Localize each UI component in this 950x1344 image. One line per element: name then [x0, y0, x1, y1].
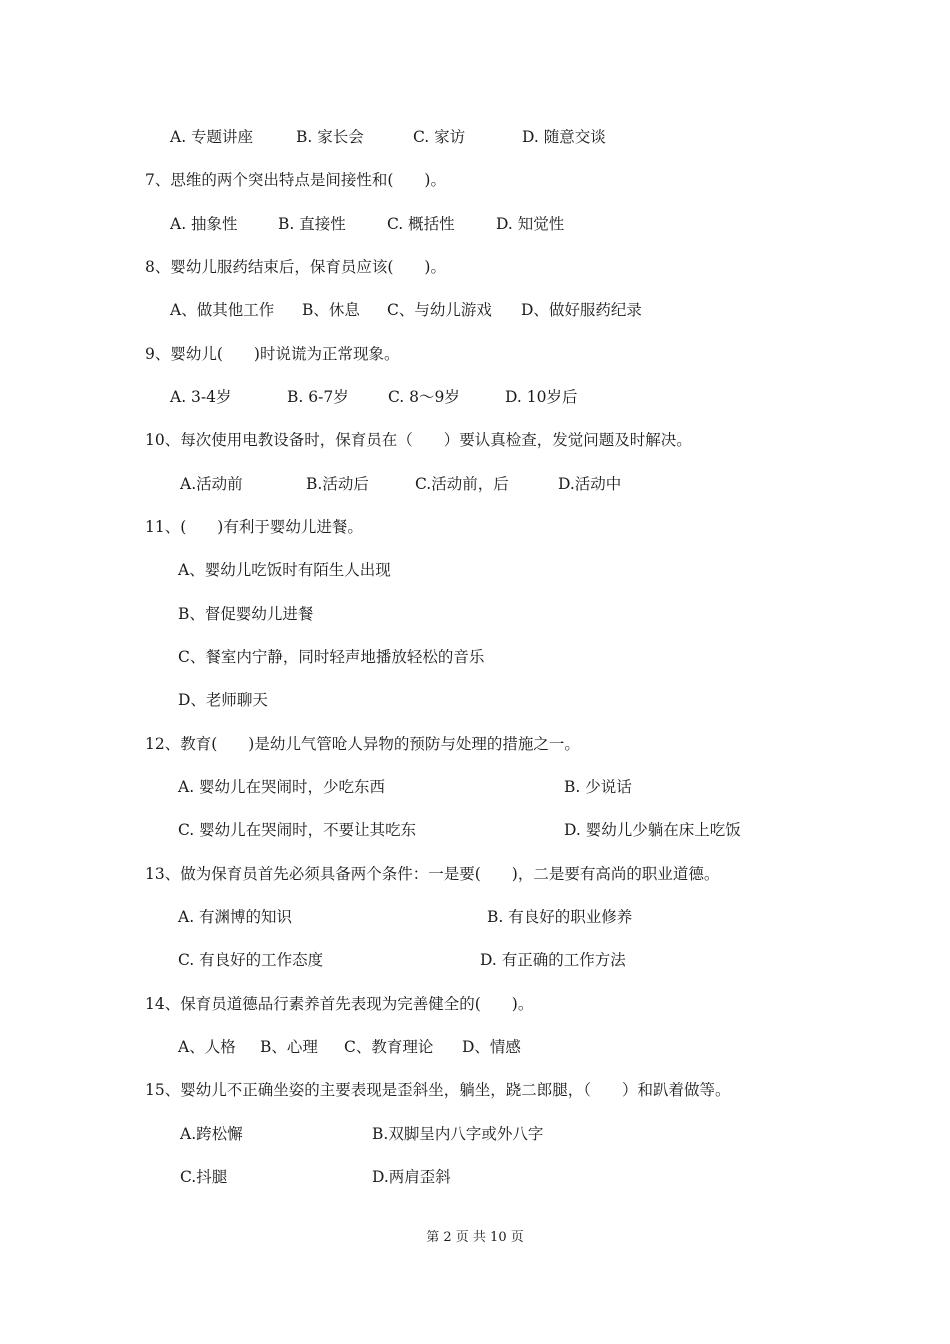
q11-stem: 11、( )有利于婴幼儿进餐。 — [145, 518, 363, 536]
q6-option-b: B. 家长会 — [296, 128, 364, 146]
q15-option-c: C.抖腿 — [180, 1168, 228, 1186]
q15-stem: 15、婴幼儿不正确坐姿的主要表现是歪斜坐，躺坐，跷二郎腿，（ ）和趴着做等。 — [145, 1081, 731, 1099]
q14-stem: 14、保育员道德品行素养首先表现为完善健全的( )。 — [145, 995, 534, 1013]
q11-option-c: C、餐室内宁静，同时轻声地播放轻松的音乐 — [178, 648, 485, 666]
q10-option-b: B.活动后 — [306, 475, 369, 493]
q7-option-a: A. 抽象性 — [170, 215, 238, 233]
q7-option-b: B. 直接性 — [278, 215, 346, 233]
q14-option-a: A、人格 — [178, 1038, 236, 1056]
q6-option-c: C. 家访 — [413, 128, 466, 146]
q10-option-c: C.活动前，后 — [415, 475, 509, 493]
q13-option-d: D. 有正确的工作方法 — [480, 951, 626, 969]
q14-option-d: D、情感 — [462, 1038, 521, 1056]
q9-stem: 9、婴幼儿( )时说谎为正常现象。 — [145, 345, 400, 363]
q8-option-a: A、做其他工作 — [170, 301, 275, 319]
q10-option-d: D.活动中 — [558, 475, 622, 493]
q10-stem: 10、每次使用电教设备时，保育员在（ ）要认真检查，发觉问题及时解决。 — [145, 431, 692, 449]
q8-option-d: D、做好服药纪录 — [521, 301, 642, 319]
q15-option-a: A.跨松懈 — [180, 1125, 243, 1143]
q11-option-a: A、婴幼儿吃饭时有陌生人出现 — [178, 561, 391, 579]
q14-option-b: B、心理 — [260, 1038, 318, 1056]
q14-option-c: C、教育理论 — [344, 1038, 434, 1056]
q12-option-a: A. 婴幼儿在哭闹时，少吃东西 — [178, 778, 386, 796]
q12-option-b: B. 少说话 — [564, 778, 632, 796]
q6-option-d: D. 随意交谈 — [522, 128, 606, 146]
q7-option-d: D. 知觉性 — [496, 215, 565, 233]
q11-option-d: D、老师聊天 — [178, 691, 268, 709]
q11-option-b: B、督促婴幼儿进餐 — [178, 605, 314, 623]
q13-option-c: C. 有良好的工作态度 — [178, 951, 324, 969]
q9-option-d: D. 10岁后 — [505, 388, 578, 406]
q12-option-c: C. 婴幼儿在哭闹时，不要让其吃东 — [178, 821, 417, 839]
q7-option-c: C. 概括性 — [387, 215, 455, 233]
q10-option-a: A.活动前 — [180, 475, 243, 493]
q9-option-a: A. 3-4岁 — [170, 388, 232, 406]
q13-option-b: B. 有良好的职业修养 — [487, 908, 633, 926]
q9-option-b: B. 6-7岁 — [287, 388, 349, 406]
q13-option-a: A. 有渊博的知识 — [178, 908, 293, 926]
page-number-footer: 第 2 页 共 10 页 — [426, 1230, 524, 1245]
q8-option-b: B、休息 — [302, 301, 360, 319]
q6-option-a: A. 专题讲座 — [170, 128, 254, 146]
q13-stem: 13、做为保育员首先必须具备两个条件：一是要( )，二是要有高尚的职业道德。 — [145, 865, 720, 883]
q12-stem: 12、教育( )是幼儿气管呛人异物的预防与处理的措施之一。 — [145, 735, 580, 753]
q12-option-d: D. 婴幼儿少躺在床上吃饭 — [564, 821, 741, 839]
q8-option-c: C、与幼儿游戏 — [387, 301, 492, 319]
q15-option-d: D.两肩歪斜 — [372, 1168, 451, 1186]
q7-stem: 7、思维的两个突出特点是间接性和( )。 — [145, 171, 446, 189]
q8-stem: 8、婴幼儿服药结束后，保育员应该( )。 — [145, 258, 446, 276]
q9-option-c: C. 8～9岁 — [388, 388, 460, 406]
q15-option-b: B.双脚呈内八字或外八字 — [372, 1125, 544, 1143]
